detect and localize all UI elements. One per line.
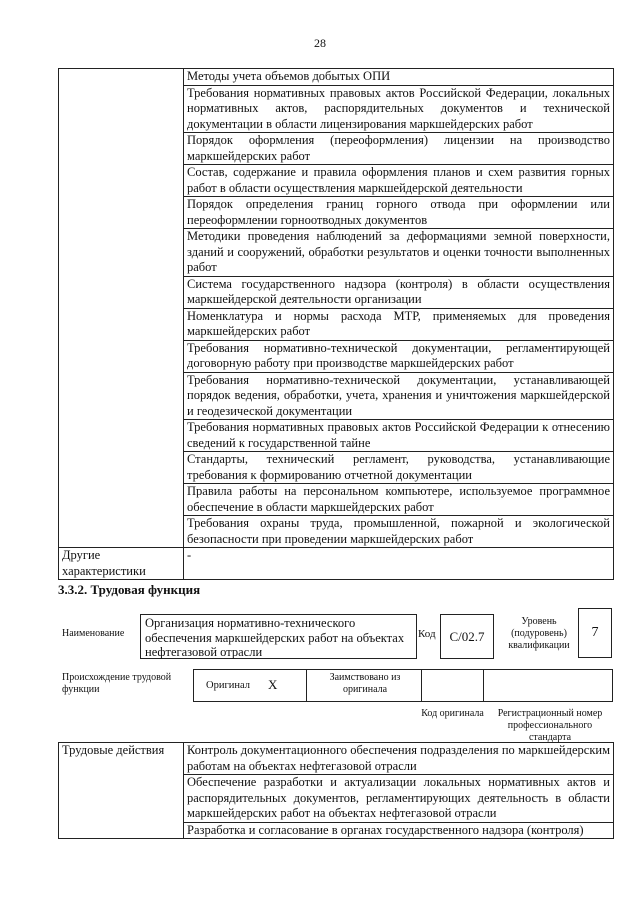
function-code-field: С/02.7	[440, 614, 494, 659]
knowledge-item: Требования охраны труда, промышленной, пожарной и экологической безопасности при проведении маркшейдерских работ	[184, 516, 614, 548]
page-number: 28	[314, 36, 326, 50]
name-label: Наименование	[62, 628, 125, 639]
action-item: Контроль документационного обеспечения подразделения по маркшейдерским работам на объектах нефтегазовой отрасли	[184, 743, 614, 775]
knowledge-item: Требования нормативно-технической документации, регламентирующей договорную работу при производстве маркшейдерских работ	[184, 340, 614, 372]
knowledge-item: Правила работы на персональном компьютере, используемое программное обеспечение в области маркшейдерских работ	[184, 484, 614, 516]
knowledge-item: Методы учета объемов добытых ОПИ	[184, 69, 614, 86]
original-code-label: Код оригинала	[421, 708, 484, 719]
original-cell	[193, 669, 307, 702]
borrowed-label: Заимствовано из оригинала	[329, 672, 401, 695]
action-item: Обеспечение разработки и актуализации локальных нормативных актов и распорядительных документов, регламентирующих деятельность в области маркшейдерских работ на объектах нефтегазовой отрасли	[184, 775, 614, 823]
knowledge-item: Состав, содержание и правила оформления планов и схем развития горных работ в области осуществления маркшейдерской деятельности	[184, 165, 614, 197]
knowledge-label-cell	[59, 69, 184, 548]
function-name-field: Организация нормативно-технического обеспечения маркшейдерских работ на объектах нефтегазовой отрасли	[140, 614, 417, 659]
original-code-cell	[421, 669, 484, 702]
knowledge-item: Методики проведения наблюдений за деформациями земной поверхности, зданий и сооружений, обработки результатов и оценки точности выполненных работ	[184, 229, 614, 277]
other-row	[59, 548, 614, 580]
action-row	[59, 743, 614, 775]
registration-number-cell	[483, 669, 613, 702]
knowledge-item: Стандарты, технический регламент, руководства, устанавливающие требования к формированию отчетной документации	[184, 452, 614, 484]
knowledge-item: Порядок определения границ горного отвода при оформлении или переоформлении горноотводных документов	[184, 197, 614, 229]
knowledge-item: Требования нормативных правовых актов Российской Федерации, локальных нормативных актов, распорядительных документов и технической документации в области лицензирования маркшейдерских работ	[184, 85, 614, 133]
other-value: -	[184, 548, 614, 580]
origin-label: Происхождение трудовой функции	[62, 672, 172, 695]
section-heading: 3.3.2. Трудовая функция	[58, 582, 201, 597]
knowledge-item: Номенклатура и нормы расхода МТР, применяемых для проведения маркшейдерских работ	[184, 308, 614, 340]
knowledge-item: Требования нормативных правовых актов Российской Федерации к отнесению сведений к государственной тайне	[184, 420, 614, 452]
qualification-level-label: Уровень (подуровень) квалификации	[508, 616, 570, 651]
labor-actions-table	[58, 742, 614, 839]
registration-number-label: Регистрационный номер профессионального стандарта	[497, 708, 603, 743]
knowledge-item: Порядок оформления (переоформления) лицензии на производство маркшейдерских работ	[184, 133, 614, 165]
code-label: Код	[418, 628, 436, 640]
knowledge-table	[58, 68, 614, 580]
original-mark: Х	[268, 677, 278, 692]
qualification-level-field: 7	[578, 608, 612, 658]
actions-label: Трудовые действия	[59, 743, 184, 839]
knowledge-item: Требования нормативно-технической документации, устанавливающей порядок ведения, обработки, учета, хранения и уничтожения маркшейдерской и геодезической документации	[184, 372, 614, 420]
original-label: Оригинал	[206, 680, 250, 691]
borrowed-cell	[306, 669, 422, 702]
knowledge-row	[59, 69, 614, 86]
action-item: Разработка и согласование в органах государственного надзора (контроля)	[184, 822, 614, 839]
knowledge-item: Система государственного надзора (контроля) в области осуществления маркшейдерской деятельности организации	[184, 276, 614, 308]
other-label: Другие характеристики	[59, 548, 184, 580]
